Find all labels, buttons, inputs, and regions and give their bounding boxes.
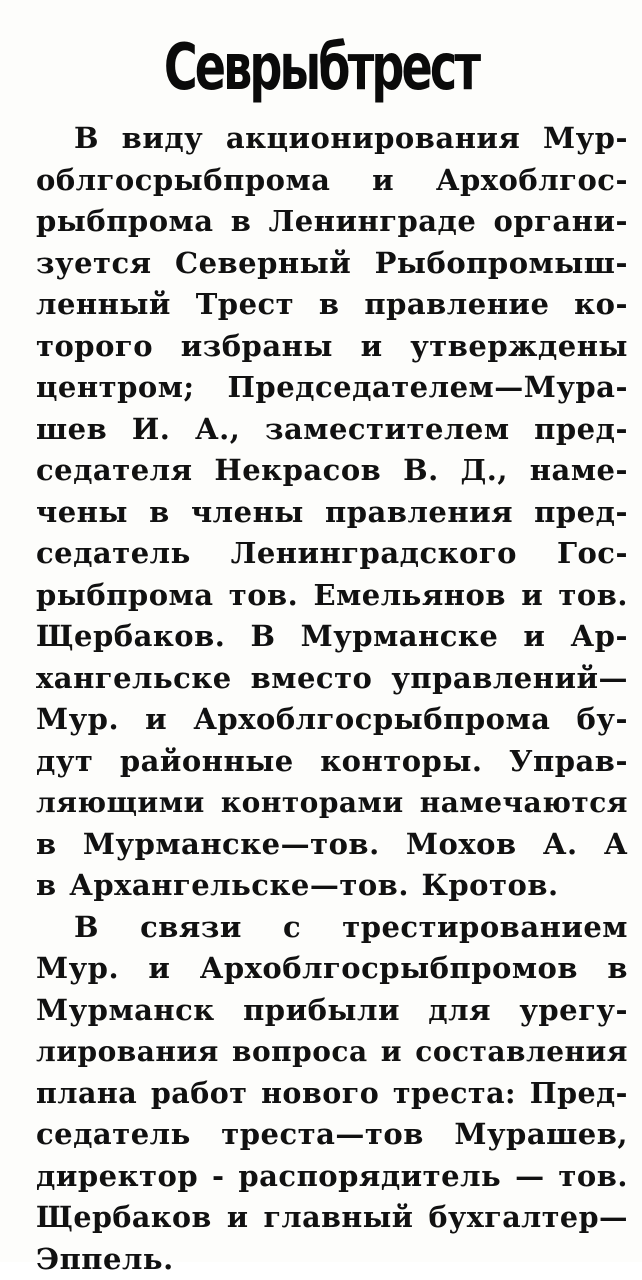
text-line: Щербаков и главный бухгалтер— <box>36 1197 628 1239</box>
text-line: седатель Ленинградского Гос- <box>36 533 628 575</box>
text-line: ляющими конторами намечаются <box>36 782 628 824</box>
text-line: Мур. и Архоблгосрыбпромов в <box>36 948 628 990</box>
text-line: дут районные конторы. Управ- <box>36 741 628 783</box>
text-line: рыбпрома в Ленинграде органи- <box>36 201 628 243</box>
text-line: директор - распорядитель — тов. <box>36 1156 628 1198</box>
text-line: шев И. А., заместителем пред- <box>36 409 628 451</box>
text-line: седателя Некрасов В. Д., наме- <box>36 450 628 492</box>
text-line: Щербаков. В Мурманске и Ар- <box>36 616 628 658</box>
text-line: облгосрыбпрома и Архоблгос- <box>36 160 628 202</box>
text-line: в Архангельске—тов. Кротов. <box>36 865 628 907</box>
text-line: в Мурманске—тов. Мохов А. А <box>36 824 628 866</box>
text-line: Мурманск прибыли для урегу- <box>36 990 628 1032</box>
text-line: торого избраны и утверждены <box>36 326 628 368</box>
text-line: В связи с трестированием <box>36 907 628 949</box>
text-line: хангельске вместо управлений— <box>36 658 628 700</box>
headline: Севрыбтрест <box>90 28 552 108</box>
text-line: зуется Северный Рыбопромыш- <box>36 243 628 285</box>
text-line: В виду акционирования Мур- <box>36 118 628 160</box>
text-line: ленный Трест в правление ко- <box>36 284 628 326</box>
text-line: центром; Председателем—Мура- <box>36 367 628 409</box>
text-line: Мур. и Архоблгосрыбпрома бу- <box>36 699 628 741</box>
text-line: седатель треста—тов Мурашев, <box>36 1114 628 1156</box>
text-line: плана работ нового треста: Пред- <box>36 1073 628 1115</box>
paragraph-1 <box>36 118 628 907</box>
text-line: чены в члены правления пред- <box>36 492 628 534</box>
paragraph-2 <box>36 907 628 1280</box>
text-line: рыбпрома тов. Емельянов и тов. <box>36 575 628 617</box>
text-line: лирования вопроса и составления <box>36 1031 628 1073</box>
text-line: Эппель. <box>36 1239 628 1280</box>
article-body <box>36 118 628 1280</box>
